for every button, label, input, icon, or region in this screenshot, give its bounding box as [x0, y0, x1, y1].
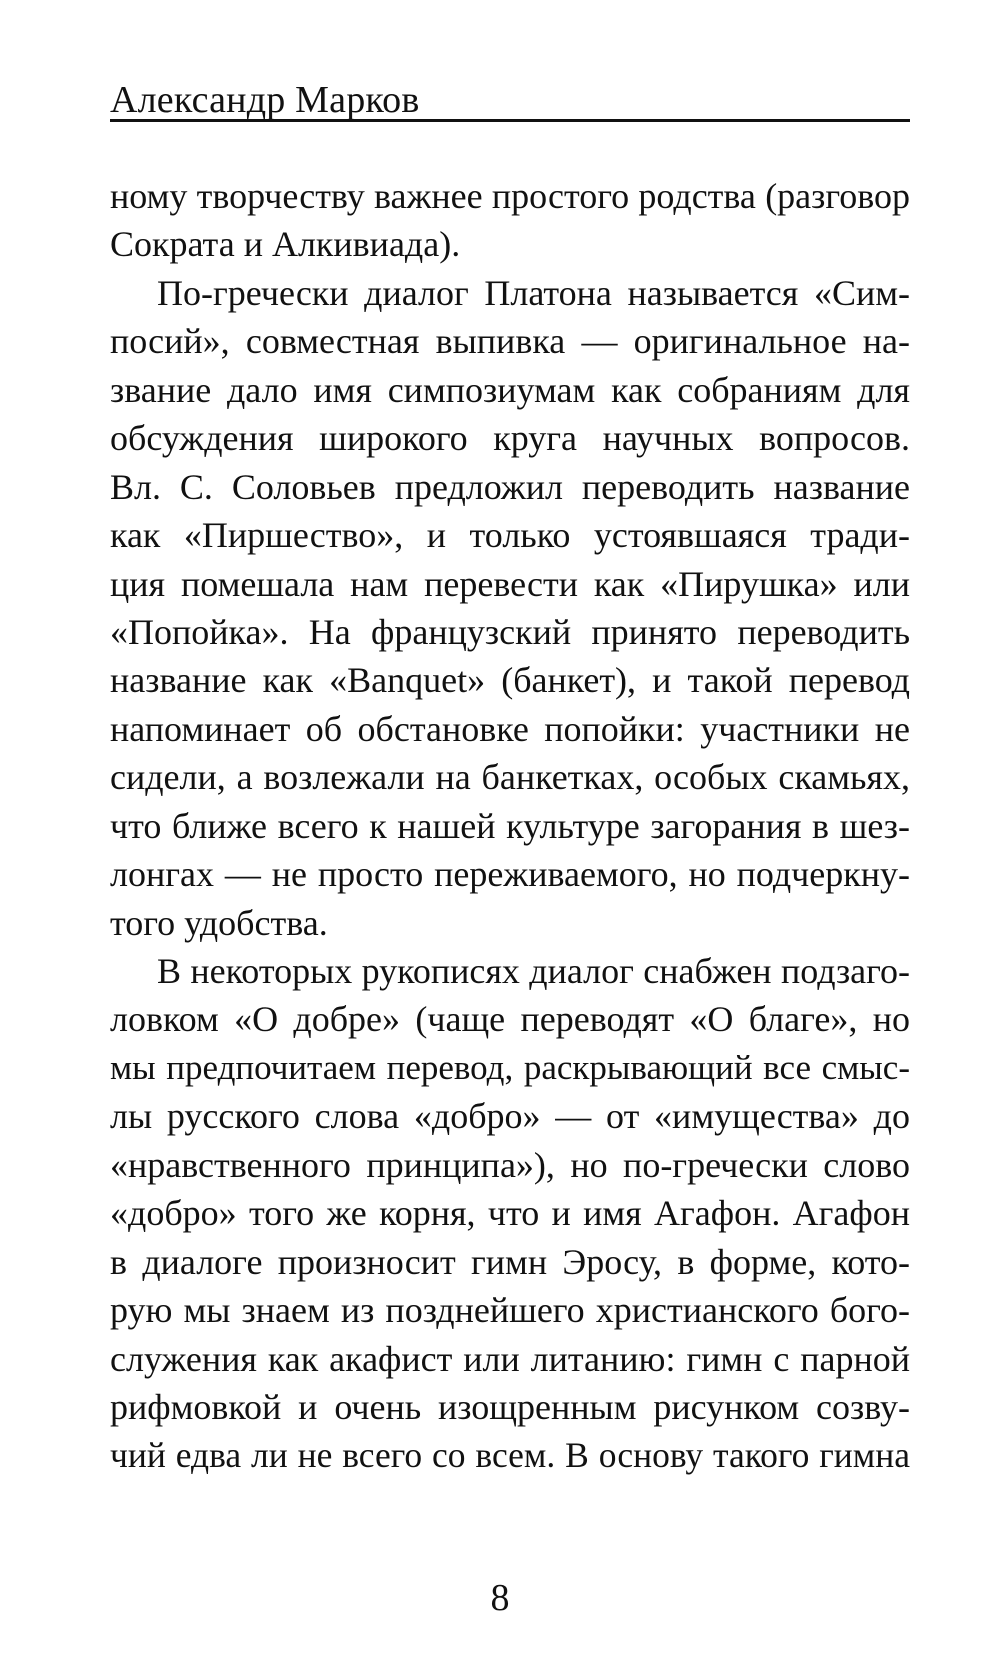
body-text	[110, 172, 910, 1480]
text-line: По-гречески диалог Платона называется «Сим-	[157, 272, 910, 313]
text-line: «Попойка». На французский принято переводить	[110, 611, 910, 652]
text-line: рую мы знаем из позднейшего христианского бого-	[110, 1290, 910, 1331]
text-line: звание дало имя симпозиумам как собраниям для	[110, 369, 910, 410]
text-line: В некоторых рукописях диалог снабжен подзаго-	[157, 951, 910, 991]
text-line: «добро» того же корня, что и имя Агафон. Агафон	[110, 1193, 910, 1234]
text-line: посий», совместная выпивка — оригинальное на-	[110, 321, 910, 362]
text-line: рифмовкой и очень изощренным рисунком созву-	[110, 1386, 910, 1427]
text-line: обсуждения широкого круга научных вопросов.	[110, 418, 910, 459]
running-head: Александр Марков	[110, 79, 420, 121]
text-line: в диалоге произносит гимн Эросу, в форме, кото-	[110, 1241, 910, 1282]
text-line: Сократа и Алкивиада).	[110, 224, 461, 265]
header-rule	[110, 119, 910, 122]
text-line: Вл. С. Соловьев предложил переводить название	[110, 466, 910, 507]
text-line: лонгах — не просто переживаемого, но подчеркну-	[110, 854, 910, 895]
text-line: что ближе всего к нашей культуре загорания в шез-	[110, 805, 910, 846]
text-line: чий едва ли не всего со всем. В основу такого гимна	[110, 1435, 910, 1476]
text-line: «нравственного принципа»), но по-гречески слово	[110, 1144, 910, 1185]
text-line: ному творчеству важнее простого родства (разговор	[110, 176, 910, 216]
text-line: мы предпочитаем перевод, раскрывающий все смыс-	[110, 1047, 910, 1087]
text-line: сидели, а возлежали на банкетках, особых скамьях,	[110, 757, 910, 798]
text-line: ловком «О добре» (чаще переводят «О благе», но	[110, 999, 910, 1040]
text-line: служения как акафист или литанию: гимн с парной	[110, 1338, 910, 1379]
text-line: напоминает об обстановке попойки: участники не	[110, 708, 910, 749]
text-line: ция помешала нам перевести как «Пирушка» или	[110, 563, 910, 604]
text-line: название как «Banquet» (банкет), и такой перевод	[110, 660, 910, 701]
page-number: 8	[490, 1577, 510, 1619]
text-line: того удобства.	[110, 902, 328, 943]
text-line: лы русского слова «добро» — от «имущества» до	[110, 1096, 910, 1137]
text-line: как «Пиршество», и только устоявшаяся тради-	[110, 515, 910, 556]
